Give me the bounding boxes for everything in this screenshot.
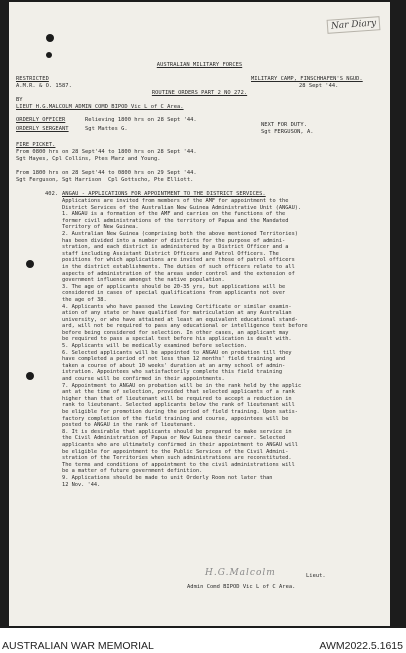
orderly-sergeant-label: ORDERLY SERGEANT <box>16 126 69 132</box>
order-body-line: taken a course of about 10 weeks' duration at an army school of admin- <box>62 362 286 369</box>
order-body-line: considered in cases of special qualifications from applicants not over <box>62 290 286 297</box>
document-title: AUSTRALIAN MILITARY FORCES <box>156 62 243 68</box>
order-body-line: The terms and conditions of appointment to the civil administrations will <box>62 461 295 468</box>
order-body-line: positions for which applications are invited are those of patrol officers <box>62 257 295 264</box>
order-body-line: 6. Selected applicants will be appointed to ANGAU on probation till they <box>62 349 292 356</box>
order-body-line: applicants who are ultimately confirmed in their appointment to ANGAU will <box>62 441 298 448</box>
punch-hole <box>26 372 34 380</box>
order-body <box>62 198 387 488</box>
order-body-line: ation of any state or have qualified for matriculation at any Australian <box>62 310 292 317</box>
order-body-line: be required to pass a special test before his application is dealt with. <box>62 336 292 343</box>
fire-picket-shift2: From 1800 hrs on 28 Sept'44 to 0800 hrs on 29 Sept '44. <box>16 170 197 176</box>
fire-picket-label: FIRE PICKET. <box>16 142 56 148</box>
order-body-line: in the district establishments. The duties of such officers relate to all <box>62 263 295 270</box>
order-body-line: be a matter of future government definition. <box>62 468 203 475</box>
order-body-line: Applications are invited from members of the AMF for appointment to the <box>62 198 289 204</box>
order-heading: ANGAU - APPLICATIONS FOR APPOINTMENT TO THE DISTRICT SERVICES. <box>62 191 266 197</box>
order-body-line: factory completion of the field training and course, appointees will be <box>62 415 289 422</box>
document-page <box>9 2 390 626</box>
classification-reference: A.M.R. & O. 1587. <box>16 83 72 89</box>
order-body-line: stration, and each district is administered by a District Officer and a <box>62 244 289 251</box>
orderly-officer-label: ORDERLY OFFICER <box>16 117 66 123</box>
fire-picket-shift1-names: Sgt Hayes, Cpl Collins, Ptes Marz and Young. <box>16 156 161 162</box>
order-body-line: be eligible for promotion during the period of field training. Upon satis- <box>62 409 298 415</box>
order-body-line: ard, will not be required to pass any educational or intelligence test before <box>62 323 308 330</box>
location: MILITARY CAMP, FINSCHHAFEN'S NGUD. <box>251 76 363 82</box>
order-body-line: government influence amongst the native population. <box>62 277 225 284</box>
order-body-line: former civil administrations of the territory of Papua and the Mandated <box>62 217 289 224</box>
order-body-line: aspects of administration of the areas under control and the extension of <box>62 270 295 277</box>
order-body-line: 2. Australian New Guinea (comprising both the above mentioned Territories) <box>62 230 298 237</box>
order-body-line: have completed a period of not less than 12 months' field training and <box>62 356 286 363</box>
institution-name: AUSTRALIAN WAR MEMORIAL <box>2 640 154 652</box>
order-body-line: stration of the Territories when such administrations are reconstituted. <box>62 455 292 462</box>
order-number: 402. <box>45 191 59 197</box>
document-date: 28 Sept '44. <box>299 83 339 89</box>
classification: RESTRICTED <box>16 76 49 82</box>
orderly-sergeant-name: Sgt Mattes G. <box>85 126 128 132</box>
order-body-line: 12 Nov. '44. <box>62 481 101 488</box>
signature-rank: Lieut. <box>306 573 326 579</box>
order-body-line: 1. ANGAU is a formation of the AMF and carries on the functions of the <box>62 211 286 218</box>
order-body-line: Territory of New Guinea. <box>62 224 139 231</box>
order-body-line: 9. Applications should be made to unit Orderly Room not later than <box>62 474 273 481</box>
next-for-duty-name: Sgt FERGUSON, A. <box>261 129 314 135</box>
order-body-line: rank to lieutenant. Selected applicants below the rank of lieutenant will <box>62 402 295 409</box>
archive-footer <box>0 628 406 653</box>
order-body-line: 3. The age of applicants should be 20-35 yrs, but applications will be <box>62 283 286 290</box>
fire-picket-shift2-names: Sgt Ferguson, Sgt Harrison Cpl Gottscho, Pte Elliott. <box>16 177 194 183</box>
next-for-duty-label: NEXT FOR DUTY. <box>261 122 307 128</box>
order-body-line: the age of 38. <box>62 296 107 303</box>
order-body-line: university, or who have attained at least an equivalent educational stand- <box>62 316 298 323</box>
order-body-line: the Civil Administration of Papua or New Guinea their career. Selected <box>62 435 286 442</box>
fire-picket-shift1: From 0800 hrs on 28 Sept'44 to 1800 hrs on 28 Sept '44. <box>16 149 197 155</box>
order-body-line: staff including Assistant District Officers and Patrol Officers. The <box>62 250 279 257</box>
punch-hole <box>26 260 34 268</box>
order-body-line: has been divided into a number of districts for the purpose of admini- <box>62 237 286 244</box>
order-body-line: ant at the time of selection, provided that selected applicants of a rank <box>62 389 295 396</box>
order-body-line: and course will be confirmed in their appointments. <box>62 376 225 383</box>
commander-line: LIEUT H.G.MALCOLM ADMIN COMD BIPOD Vic L of C Area. <box>16 104 184 110</box>
order-body-line: before being considered for selection. In other cases, an applicant may <box>62 329 289 336</box>
order-body-line: 7. Appointment to ANGAU on probation will be in the rank held by the applic <box>62 382 302 389</box>
punch-hole <box>46 52 52 58</box>
reference-number: AWM2022.5.1615 <box>319 640 403 652</box>
orderly-officer-text: Relieving 1800 hrs on 28 Sept '44. <box>85 117 197 123</box>
order-body-line: istration. Appointees who satisfactorily complete this field training <box>62 369 283 376</box>
handwritten-signature: H.G.Malcolm <box>205 568 276 578</box>
by-line: BY <box>16 97 23 103</box>
order-body-line: 8. It is desirable that applicants should be prepared to make service in <box>62 428 292 435</box>
orders-title: ROUTINE ORDERS PART 2 NO 272. <box>151 90 248 96</box>
order-body-line: higher than that of lieutenant will be required to accept a reduction in <box>62 395 292 402</box>
order-body-line: District Services of the Australian New Guinea Administrative Unit (ANGAU). <box>62 204 302 211</box>
order-body-line: 5. Applicants will be medically examined before selection. <box>62 343 247 350</box>
order-body-line: be eligible for appointment to the Public Services of the Civil Admini- <box>62 448 289 455</box>
handwritten-annotation: Nar Diary <box>327 16 381 34</box>
signature-appointment: Admin Comd BIPOD Vic L of C Area. <box>187 584 296 590</box>
order-body-line: posted to ANGAU in the rank of lieutenant. <box>62 422 196 429</box>
punch-hole <box>46 34 54 42</box>
order-body-line: 4. Applicants who have passed the Leaving Certificate or similar examin- <box>62 303 292 310</box>
